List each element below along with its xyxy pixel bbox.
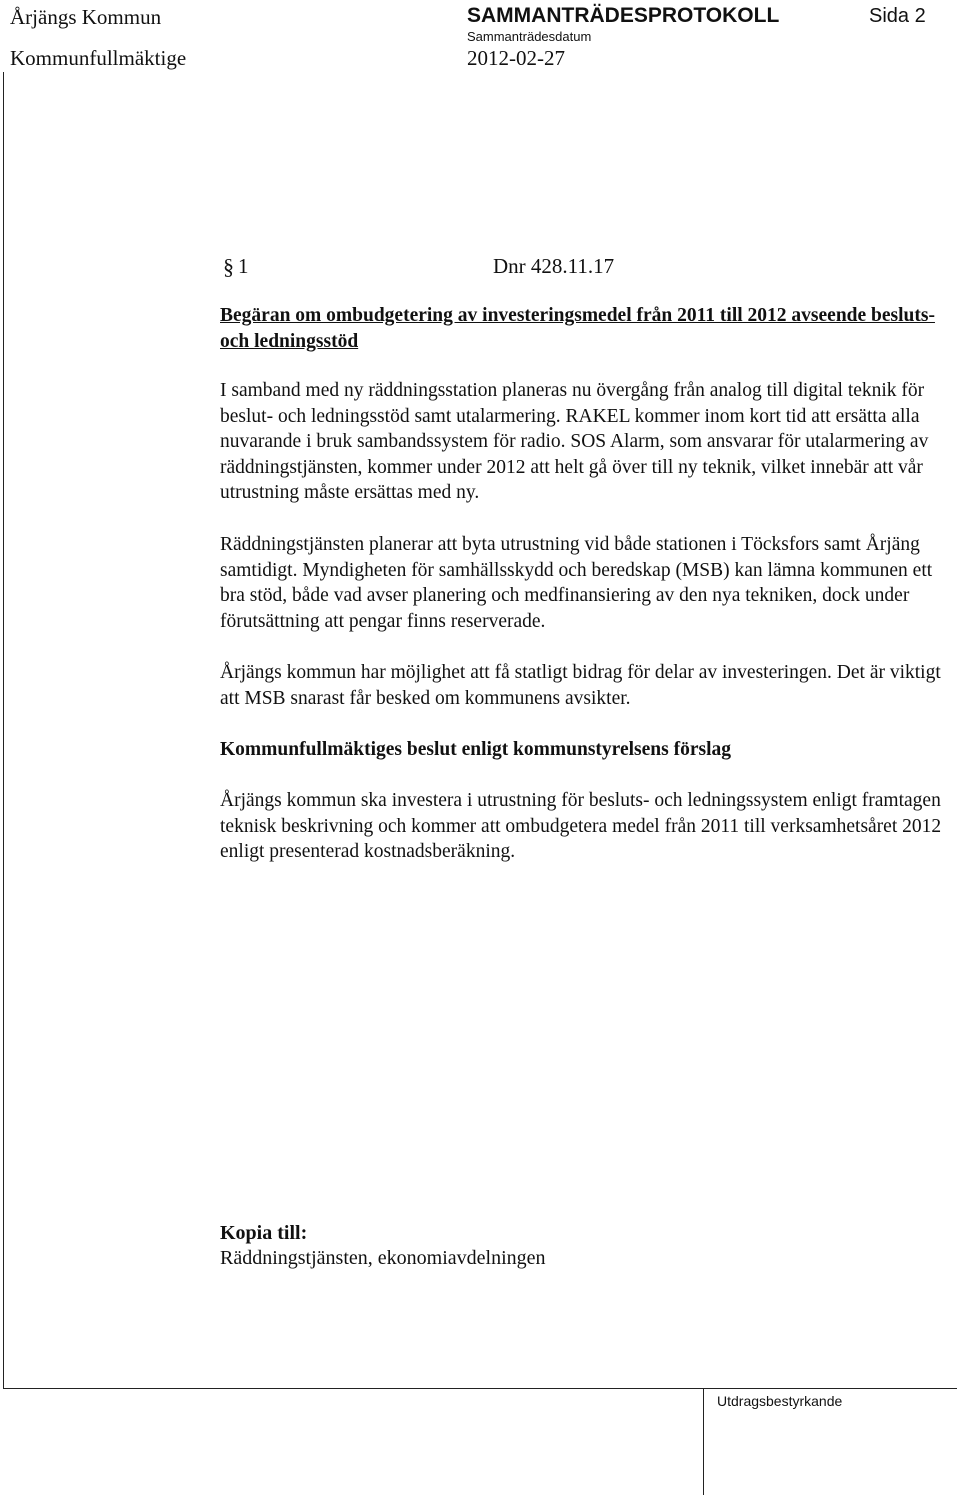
body-paragraph: Räddningstjänsten planerar att byta utrustning vid både stationen i Töcksfors samt Årjäng samtidigt. Myndigheten för samhällsskydd och beredskap (MSB) kan lämna kommunen ett bra stöd, både vad avser planering och medfinansiering av den nya tekniken, dock under förutsättning att pengar finns reserverade. [220,534,933,632]
footer-rule [3,1388,957,1389]
item-number: 1 [238,254,249,278]
body-paragraph: I samband med ny räddningsstation planeras nu övergång från analog till digital teknik för beslut- och ledningsstöd samt utalarmering. RAKEL kommer inom kort tid att ersätta alla nuvarande i bruk sambandssystem för radio. SOS Alarm, som ansvarar för utalarmering av räddningstjänsten, kommer under 2012 att helt gå över till ny teknik, vilket innebär att vår utrustning måste ersättas med ny. [220,380,929,503]
section-sign: § [223,254,234,279]
diary-number: Dnr 428.11.17 [493,254,615,278]
item-heading: Begäran om ombudgetering av investeringsmedel från 2011 till 2012 avseende besluts- och ledningsstöd [220,305,935,352]
left-margin-rule [3,72,4,1389]
decision-heading: Kommunfullmäktiges beslut enligt kommunstyrelsens förslag [220,739,731,760]
copy-to-label: Kopia till: [220,1222,308,1244]
governing-body-name: Kommunfullmäktige [10,46,187,70]
certification-label: Utdragsbestyrkande [717,1393,843,1409]
meeting-date-value: 2012-02-27 [467,46,565,70]
decision-text: Årjängs kommun ska investera i utrustning för besluts- och ledningssystem enligt framtagen teknisk beskrivning och kommer att ombudgetera medel från 2011 till verksamhetsåret 2012 enligt presenterad kostnadsberäkning. [220,790,942,862]
organization-name: Årjängs Kommun [10,5,162,29]
copy-to-recipients: Räddningstjänsten, ekonomiavdelningen [220,1247,546,1269]
document-type-title: SAMMANTRÄDESPROTOKOLL [467,4,780,27]
body-paragraph: Årjängs kommun har möjlighet att få statligt bidrag för delar av investeringen. Det är viktigt att MSB snarast får besked om kommunens avsikter. [220,662,941,709]
footer-divider-rule [703,1388,704,1495]
meeting-date-label: Sammanträdesdatum [467,29,592,44]
page-number: Sida 2 [869,5,926,27]
